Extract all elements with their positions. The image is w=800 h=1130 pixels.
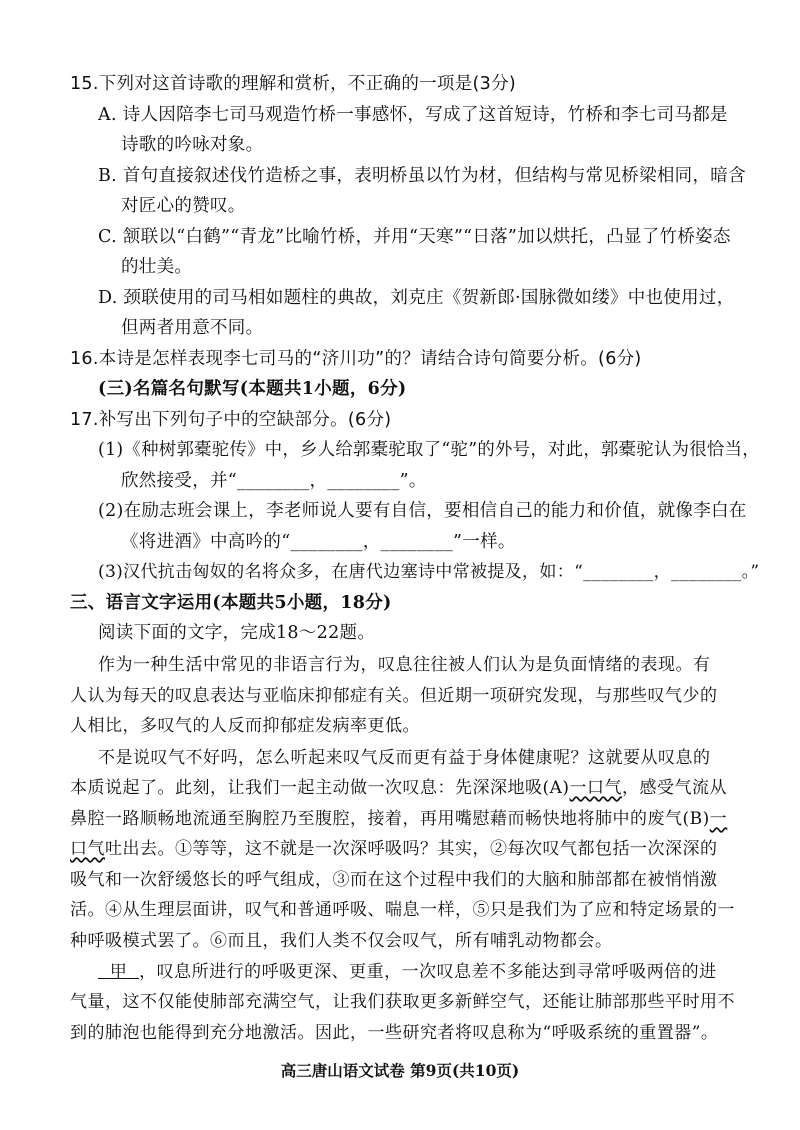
marked-phrase-a: 一口气 xyxy=(569,778,623,798)
q15-option-b-line1: B. 首句直接叙述伐竹造桥之事，表明桥虽以竹为材，但结构与常见桥梁相同，暗含 xyxy=(98,166,746,186)
blank-jia: 甲 xyxy=(109,962,128,982)
passage-p1-line1: 作为一种生活中常见的非语言行为，叹息往往被人们认为是负面情绪的表现。有 xyxy=(98,655,711,675)
passage-p3-line1: 甲 ，叹息所进行的呼吸更深、更重，一次叹息差不多能达到寻常呼吸两倍的进 xyxy=(98,960,717,984)
passage-p2-line2: 本质说起了。此刻，让我们一起主动做一次叹息：先深深地吸(A)一口气，感受气流从 xyxy=(70,778,728,798)
passage-p3-line2: 气量，这不仅能使肺部充满空气，让我们获取更多新鲜空气，还能让肺部那些平时用不 xyxy=(70,992,735,1012)
marked-phrase-b-end: 口气 xyxy=(70,839,105,859)
passage-p2-line6: 活。④从生理层面讲，叹气和普通呼吸、喘息一样，⑤只是我们为了应和特定场景的一 xyxy=(70,900,735,920)
q17-item2-line1: (2)在励志班会课上，李老师说人要有自信，要相信自己的能力和价值，就像李白在 xyxy=(98,501,747,521)
passage-p2-line1: 不是说叹气不好吗，怎么听起来叹气反而更有益于身体健康呢？这就要从叹息的 xyxy=(98,748,711,768)
q17-item2-line2: 《将进酒》中高吟的“________，________”一样。 xyxy=(121,532,516,552)
marked-phrase-b-start: 一 xyxy=(709,809,728,829)
q15-option-c-line1: C. 颔联以“白鹤”“青龙”比喻竹桥，并用“天寒”“日落”加以烘托，凸显了竹桥姿态 xyxy=(98,227,731,247)
q15-option-c-line2: 的壮美。 xyxy=(121,257,193,277)
passage-p2-line7: 种呼吸模式罢了。⑥而且，我们人类不仅会叹气，所有哺乳动物都会。 xyxy=(70,931,613,951)
q15-stem: 15.下列对这首诗歌的理解和赏析，不正确的一项是(3分) xyxy=(70,74,517,94)
passage-p3-line3: 到的肺泡也能得到充分地激活。因此，一些研究者将叹息称为“呼吸系统的重置器”。 xyxy=(70,1023,719,1043)
page-footer: 高三唐山语文试卷 第9页(共10页) xyxy=(280,1061,520,1080)
part3-intro: 阅读下面的文字，完成18～22题。 xyxy=(98,623,376,643)
q16-stem: 16.本诗是怎样表现李七司马的“济川功”的？请结合诗句简要分析。(6分) xyxy=(70,349,642,369)
q17-item1-line1: (1)《种树郭橐驼传》中，乡人给郭橐驼取了“驼”的外号，对此，郭橐驼认为很恰当， xyxy=(98,440,760,460)
q17-item1-line2: 欣然接受，并“________，________”。 xyxy=(121,471,427,491)
q15-option-b-line2: 对匠心的赞叹。 xyxy=(121,196,246,216)
q15-option-a-line2: 诗歌的吟咏对象。 xyxy=(121,135,264,155)
q17-stem: 17.补写出下列句子中的空缺部分。(6分) xyxy=(70,410,392,430)
passage-p1-line2: 人认为每天的叹息表达与亚临床抑郁症有关。但近期一项研究发现，与那些叹气少的 xyxy=(70,686,718,706)
section3-heading: (三)名篇名句默写(本题共1小题，6分) xyxy=(98,379,407,399)
passage-p1-line3: 人相比，多叹气的人反而抑郁症发病率更低。 xyxy=(70,716,420,736)
q15-option-a-line1: A. 诗人因陪李七司马观造竹桥一事感怀，写成了这首短诗，竹桥和李七司马都是 xyxy=(98,105,728,125)
q15-option-d-line2: 但两者用意不同。 xyxy=(121,318,264,338)
passage-p2-line3: 鼻腔一路顺畅地流通至胸腔乃至腹腔，接着，再用嘴慰藉而畅快地将肺中的废气(B)一 xyxy=(70,809,728,829)
q17-item3: (3)汉代抗击匈奴的名将众多，在唐代边塞诗中常被提及，如：“________，________。” xyxy=(98,562,760,582)
q15-option-d-line1: D. 颈联使用的司马相如题柱的典故，刘克庄《贺新郎·国脉微如缕》中也使用过， xyxy=(98,288,735,308)
passage-p2-line4: 口气吐出去。①等等，这不就是一次深呼吸吗？其实，②每次叹气都包括一次深深的 xyxy=(70,839,718,859)
part3-heading: 三、语言文字运用(本题共5小题，18分) xyxy=(70,593,392,613)
passage-p2-line5: 吸气和一次舒缓悠长的呼气组成，③而在这个过程中我们的大脑和肺部都在被悄悄激 xyxy=(70,870,718,890)
